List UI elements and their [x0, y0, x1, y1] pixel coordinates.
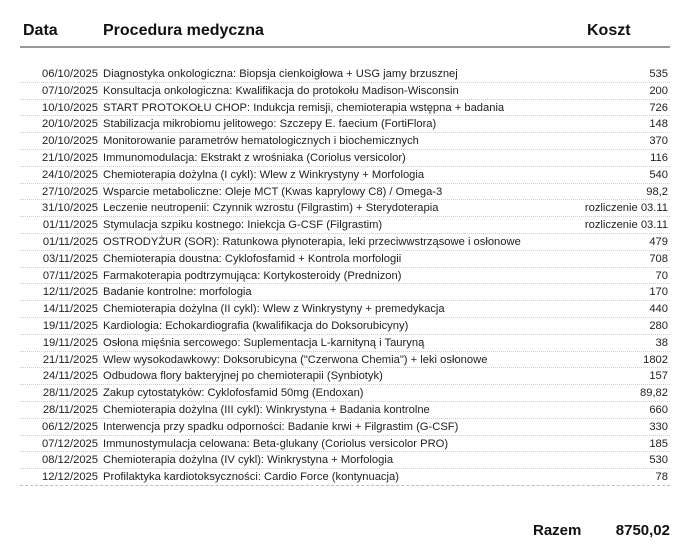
row-date: 24/10/2025	[42, 168, 98, 181]
row-date: 03/11/2025	[42, 252, 98, 265]
row-cost: 1802	[643, 353, 668, 366]
row-procedure: Interwencja przy spadku odporności: Badanie krwi + Filgrastim (G-CSF)	[103, 420, 459, 433]
row-procedure: Chemioterapia dożylna (III cykl): Winkrystyna + Badania kontrolne	[103, 403, 430, 416]
row-date: 20/10/2025	[42, 118, 98, 131]
total-value: 8750,02	[615, 522, 670, 539]
row-cost: rozliczenie 03.11	[584, 219, 668, 232]
row-date: 01/11/2025	[42, 235, 98, 248]
row-procedure: Chemioterapia doustna: Cyklofosfamid + Kontrola morfologii	[103, 252, 402, 265]
row-date: 06/12/2025	[42, 420, 98, 433]
row-procedure: Chemioterapia dożylna (IV cykl): Winkrystyna + Morfologia	[103, 454, 394, 467]
row-procedure: Chemioterapia dożylna (I cykl): Wlew z Winkrystyny + Morfologia	[103, 168, 425, 181]
row-procedure: Leczenie neutropenii: Czynnik wzrostu (Filgrastim) + Sterydoterapia	[103, 202, 439, 215]
row-cost: 148	[649, 118, 668, 131]
row-date: 10/10/2025	[42, 101, 98, 114]
row-cost: 535	[649, 68, 668, 80]
table-row	[20, 284, 670, 301]
row-cost: 89,82	[640, 387, 668, 400]
table-row	[20, 234, 670, 251]
row-procedure: Stabilizacja mikrobiomu jelitowego: Szczepy E. faecium (FortiFlora)	[103, 118, 437, 131]
row-date: 21/10/2025	[42, 151, 98, 164]
procedures-table-body	[20, 66, 670, 486]
row-date: 07/10/2025	[42, 84, 98, 97]
row-cost: 170	[649, 286, 668, 299]
table-row	[20, 436, 670, 453]
table-row	[20, 200, 670, 217]
row-cost: 38	[655, 336, 668, 349]
row-procedure: Immunomodulacja: Ekstrakt z wrośniaka (Coriolus versicolor)	[103, 151, 406, 164]
row-date: 24/11/2025	[42, 370, 98, 383]
row-cost: 540	[649, 168, 668, 181]
row-cost: 660	[649, 403, 668, 416]
row-procedure: Monitorowanie parametrów hematologicznych i biochemicznych	[103, 135, 419, 148]
row-date: 14/11/2025	[42, 303, 98, 316]
row-cost: 116	[650, 151, 668, 164]
row-procedure: Stymulacja szpiku kostnego: Iniekcja G-CSF (Filgrastim)	[103, 219, 383, 232]
table-row	[20, 167, 670, 184]
row-procedure: Wsparcie metaboliczne: Oleje MCT (Kwas kaprylowy C8) / Omega-3	[103, 185, 443, 198]
table-header	[20, 14, 670, 48]
row-cost: 530	[649, 454, 668, 467]
table-row	[20, 335, 670, 352]
row-date: 08/12/2025	[42, 454, 98, 467]
row-procedure: Osłona mięśnia sercowego: Suplementacja L-karnityną i Tauryną	[103, 336, 425, 349]
table-row	[20, 100, 670, 117]
row-procedure: START PROTOKOŁU CHOP: Indukcja remisji, chemioterapia wstępna + badania	[103, 101, 505, 114]
row-procedure: Profilaktyka kardiotoksyczności: Cardio Force (kontynuacja)	[103, 471, 399, 484]
table-row	[20, 268, 670, 285]
row-cost: 280	[649, 319, 668, 332]
row-cost: 78	[655, 471, 668, 484]
table-row	[20, 385, 670, 402]
row-date: 01/11/2025	[42, 219, 98, 232]
row-cost: rozliczenie 03.11	[584, 202, 668, 215]
row-cost: 98,2	[646, 185, 668, 198]
row-cost: 185	[649, 437, 668, 450]
row-procedure: Kardiologia: Echokardiografia (kwalifikacja do Doksorubicyny)	[103, 319, 409, 332]
row-cost: 370	[649, 135, 668, 148]
row-date: 31/10/2025	[42, 202, 98, 215]
procedure-column-header: Procedura medyczna	[103, 22, 264, 39]
row-cost: 70	[655, 269, 668, 282]
table-row	[20, 251, 670, 268]
row-procedure: Konsultacja onkologiczna: Kwalifikacja do protokołu Madison-Wisconsin	[103, 84, 459, 97]
row-cost: 440	[649, 303, 668, 316]
table-row	[20, 301, 670, 318]
row-cost: 330	[649, 420, 668, 433]
cost-column-header: Koszt	[587, 22, 631, 39]
row-procedure: Wlew wysokodawkowy: Doksorubicyna ("Czerwona Chemia") + leki osłonowe	[103, 353, 488, 366]
row-procedure: Badanie kontrolne: morfologia	[103, 286, 252, 299]
table-row	[20, 184, 670, 201]
table-row	[20, 318, 670, 335]
row-date: 07/11/2025	[42, 269, 98, 282]
table-row	[20, 402, 670, 419]
row-procedure: Farmakoterapia podtrzymująca: Kortykosteroidy (Prednizon)	[103, 269, 402, 282]
table-row	[20, 133, 670, 150]
row-date: 12/12/2025	[42, 471, 98, 484]
row-cost: 200	[649, 84, 668, 97]
row-date: 07/12/2025	[42, 437, 98, 450]
row-cost: 479	[649, 235, 668, 248]
table-row	[20, 469, 670, 486]
row-procedure: Chemioterapia dożylna (II cykl): Wlew z Winkrystyny + premedykacja	[103, 303, 445, 316]
table-row	[20, 83, 670, 100]
table-row	[20, 150, 670, 167]
row-date: 28/11/2025	[42, 387, 98, 400]
table-row	[20, 452, 670, 469]
table-row	[20, 66, 670, 83]
row-procedure: Diagnostyka onkologiczna: Biopsja cienkoigłowa + USG jamy brzusznej	[103, 68, 458, 80]
table-row	[20, 419, 670, 436]
table-row	[20, 368, 670, 385]
date-column-header: Data	[23, 22, 58, 39]
row-procedure: Immunostymulacja celowana: Beta-glukany (Coriolus versicolor PRO)	[103, 437, 449, 450]
row-procedure: Zakup cytostatyków: Cyklofosfamid 50mg (Endoxan)	[103, 387, 364, 400]
row-date: 19/11/2025	[42, 319, 98, 332]
row-cost: 726	[649, 101, 668, 114]
table-row	[20, 217, 670, 234]
row-date: 19/11/2025	[42, 336, 98, 349]
row-date: 12/11/2025	[42, 286, 98, 299]
row-date: 06/10/2025	[42, 68, 98, 80]
row-date: 27/10/2025	[42, 185, 98, 198]
row-procedure: OSTRODYŻUR (SOR): Ratunkowa płynoterapia, leki przeciwwstrząsowe i osłonowe	[103, 235, 521, 248]
row-date: 21/11/2025	[42, 353, 98, 366]
row-procedure: Odbudowa flory bakteryjnej po chemioterapii (Synbiotyk)	[103, 370, 383, 383]
total-label: Razem	[533, 522, 582, 539]
table-row	[20, 116, 670, 133]
row-cost: 708	[649, 252, 668, 265]
row-date: 28/11/2025	[42, 403, 98, 416]
table-row	[20, 352, 670, 369]
row-date: 20/10/2025	[42, 135, 98, 148]
row-cost: 157	[649, 370, 668, 383]
